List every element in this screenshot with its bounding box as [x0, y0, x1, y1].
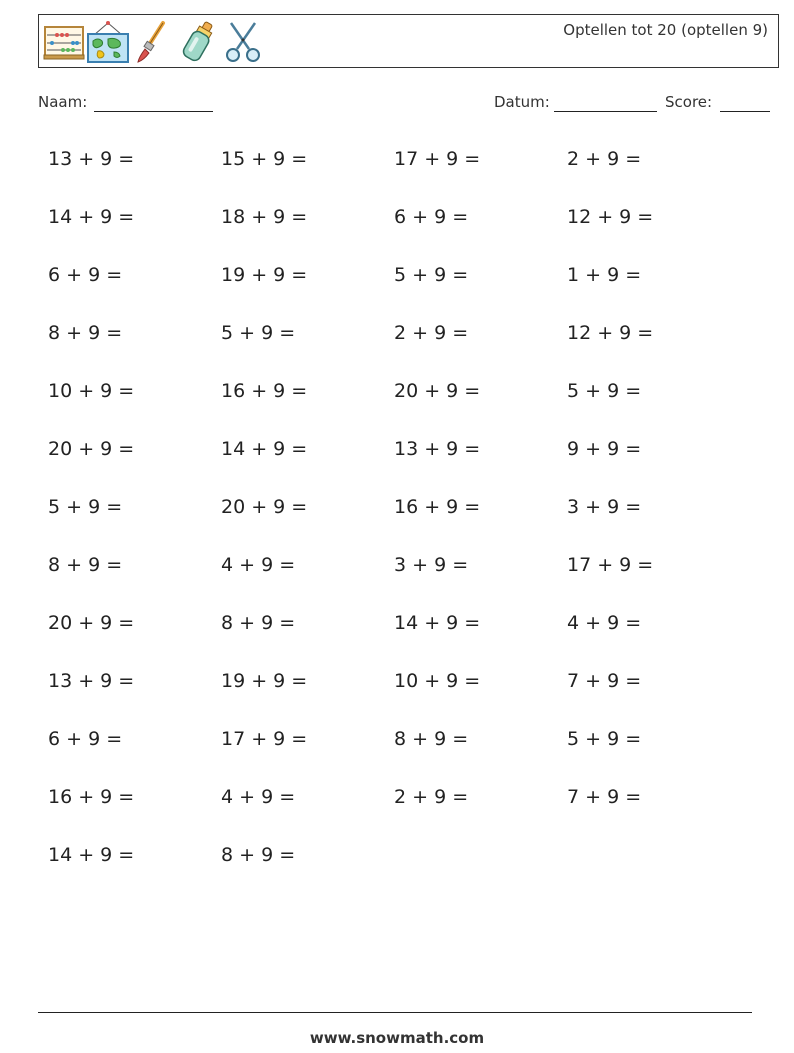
problem-item: 14 + 9 =	[221, 438, 308, 460]
problem-item: 15 + 9 =	[221, 148, 308, 170]
problem-item: 7 + 9 =	[567, 670, 642, 692]
problem-item: 6 + 9 =	[48, 728, 123, 750]
problem-item: 19 + 9 =	[221, 264, 308, 286]
footer-divider	[38, 1012, 752, 1013]
problem-item: 4 + 9 =	[221, 786, 296, 808]
problem-item: 14 + 9 =	[48, 206, 135, 228]
problem-item: 10 + 9 =	[48, 380, 135, 402]
problem-item: 8 + 9 =	[394, 728, 469, 750]
problem-item: 18 + 9 =	[221, 206, 308, 228]
problem-item: 20 + 9 =	[394, 380, 481, 402]
problem-item: 17 + 9 =	[567, 554, 654, 576]
problem-item: 5 + 9 =	[567, 728, 642, 750]
problem-item: 8 + 9 =	[221, 844, 296, 866]
problem-item: 2 + 9 =	[567, 148, 642, 170]
problem-item: 3 + 9 =	[394, 554, 469, 576]
problem-item: 14 + 9 =	[394, 612, 481, 634]
problem-item: 1 + 9 =	[567, 264, 642, 286]
problem-item: 16 + 9 =	[48, 786, 135, 808]
problem-item: 5 + 9 =	[221, 322, 296, 344]
problem-item: 6 + 9 =	[394, 206, 469, 228]
worksheet-header	[38, 14, 779, 68]
footer-url: www.snowmath.com	[309, 1029, 485, 1047]
problem-item: 17 + 9 =	[394, 148, 481, 170]
problem-item: 16 + 9 =	[394, 496, 481, 518]
scissors-icon	[223, 19, 263, 65]
problem-item: 14 + 9 =	[48, 844, 135, 866]
problem-item: 13 + 9 =	[48, 148, 135, 170]
problem-item: 4 + 9 =	[221, 554, 296, 576]
date-label: Datum:	[494, 93, 550, 111]
problem-item: 9 + 9 =	[567, 438, 642, 460]
problem-item: 5 + 9 =	[567, 380, 642, 402]
problem-item: 20 + 9 =	[48, 438, 135, 460]
problem-item: 20 + 9 =	[48, 612, 135, 634]
problem-item: 12 + 9 =	[567, 322, 654, 344]
problem-item: 17 + 9 =	[221, 728, 308, 750]
name-label: Naam:	[38, 93, 88, 111]
name-blank[interactable]	[94, 111, 213, 112]
problem-item: 2 + 9 =	[394, 322, 469, 344]
problem-item: 8 + 9 =	[48, 322, 123, 344]
problem-item: 2 + 9 =	[394, 786, 469, 808]
problem-item: 13 + 9 =	[394, 438, 481, 460]
date-blank[interactable]	[554, 111, 657, 112]
paintbrush-icon	[135, 19, 169, 65]
problem-item: 12 + 9 =	[567, 206, 654, 228]
problem-item: 3 + 9 =	[567, 496, 642, 518]
world-map-icon	[86, 19, 130, 65]
problem-item: 5 + 9 =	[394, 264, 469, 286]
worksheet-title: Optellen tot 20 (optellen 9)	[563, 21, 768, 39]
glue-bottle-icon	[181, 19, 217, 65]
abacus-icon	[43, 19, 85, 65]
problem-item: 8 + 9 =	[221, 612, 296, 634]
problem-item: 10 + 9 =	[394, 670, 481, 692]
problem-item: 13 + 9 =	[48, 670, 135, 692]
problem-item: 6 + 9 =	[48, 264, 123, 286]
problem-item: 16 + 9 =	[221, 380, 308, 402]
problem-item: 5 + 9 =	[48, 496, 123, 518]
score-label: Score:	[665, 93, 713, 111]
problem-item: 7 + 9 =	[567, 786, 642, 808]
score-blank[interactable]	[720, 111, 770, 112]
problem-item: 4 + 9 =	[567, 612, 642, 634]
problem-item: 8 + 9 =	[48, 554, 123, 576]
problem-item: 20 + 9 =	[221, 496, 308, 518]
problem-item: 19 + 9 =	[221, 670, 308, 692]
